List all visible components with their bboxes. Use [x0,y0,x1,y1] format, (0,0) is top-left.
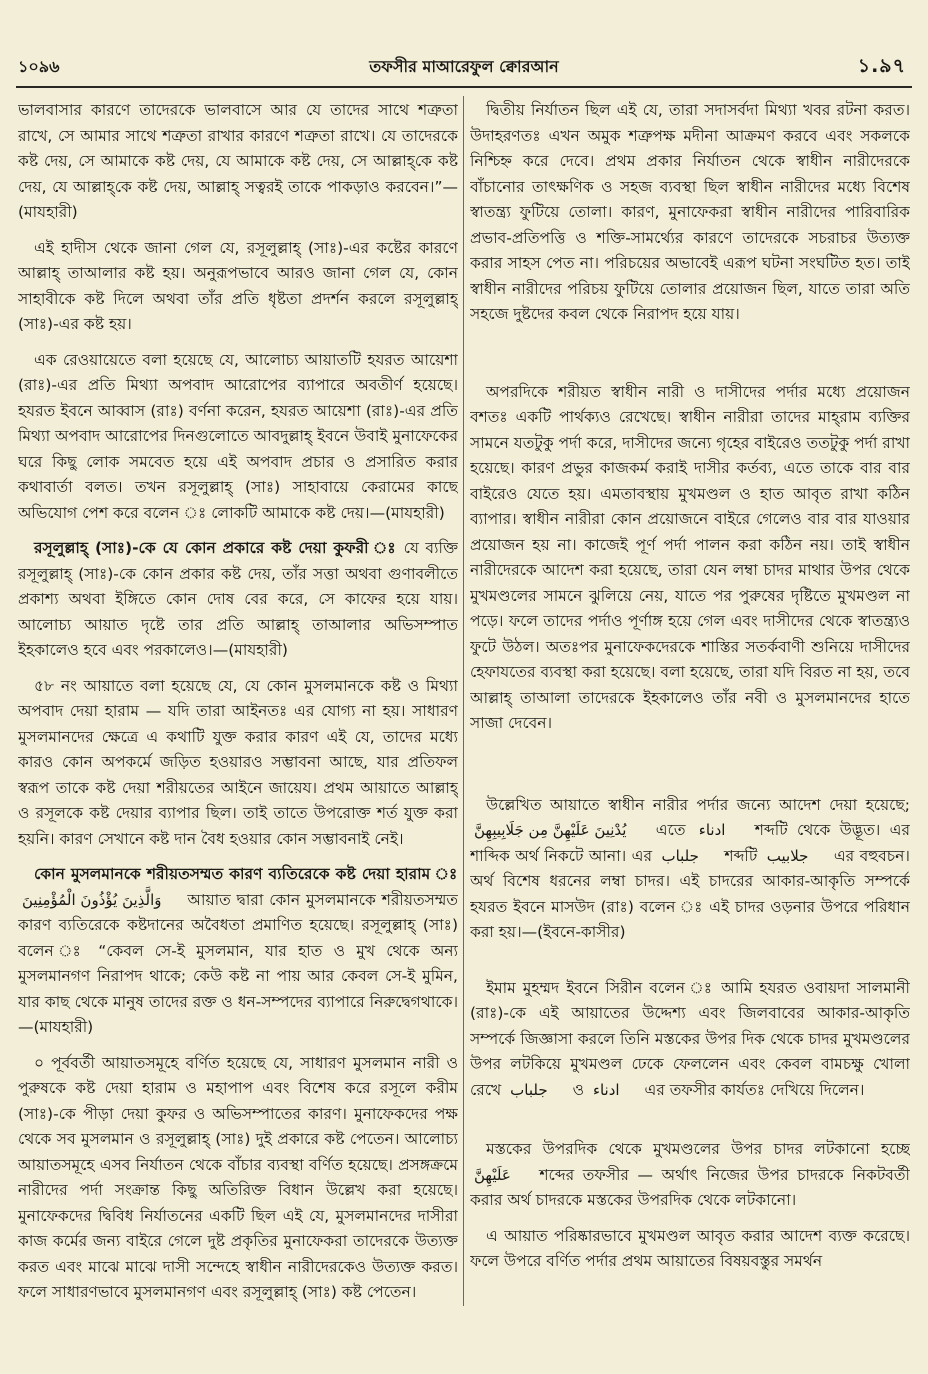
paragraph-text: এর তফসীর কার্যতঃ দেখিয়ে দিলেন। [644,1080,865,1099]
page-number-left: ১০৯৬ [18,57,60,76]
paragraph: অপরদিকে শরীয়ত স্বাধীন নারী ও দাসীদের পর্দার মধ্যে প্রয়োজন বশতঃ একটি পার্থক্যও রেখেছে। স্বাধীন নারীরা তাদের মাহ্‌রাম ব্যক্তির সামনে যতটুকু পর্দা করে, দাসীদের জন্যে গৃহের বাইরেও ততটুকু পর্দা রাখা হয়েছে। কারণ প্রভুর কাজকর্ম করাই দাসীর কর্তব্য, এতে তাকে বার বার বাইরেও যেতে হয়। এমতাবস্থায় মুখমণ্ডল ও হাত আবৃত রাখা কঠিন ব্যাপার। স্বাধীন নারীরা কোন প্রয়োজনে বাইরে গেলেও বার বার যাওয়ার প্রয়োজন হয় না। কাজেই পূর্ণ পর্দা পালন করা কঠিন নয়। তাই স্বাধীন নারীদেরকে আদেশ করা হয়েছে, তারা যেন লম্বা চাদর মাথার উপর থেকে মুখমণ্ডলের সামনে ঝুলিয়ে নেয়, যাতে পর পুরুষের দৃষ্টিতে মুখমণ্ডল না পড়ে। ফলে তাদের পর্দাও পূর্ণাঙ্গ হয়ে গেল এবং দাসীদের থেকে স্বাতন্ত্র্যও ফুটে উঠল। অতঃপর মুনাফেকদেরকে শাস্তির সতর্কবাণী শুনিয়ে দাসীদের হেফাযতের ব্যবস্থা করা হয়েছে। বলা হয়েছে, তারা যদি বিরত না হয়, তবে আল্লাহ্ তাআলা তাদেরকে ইহকালেও তাঁর নবী ও মুসলমানদের হাতে সাজা দেবেন। [470,382,910,732]
column-divider [463,96,464,1306]
arabic-word: ادناء [592,1080,620,1099]
paragraph-text: শব্দটি [724,846,758,865]
paragraph-text: এতে [655,821,686,839]
paragraph: দ্বিতীয় নির্যাতন ছিল এই যে, তারা সদাসর্বদা মিথ্যা খবর রটনা করত। উদাহরণতঃ এখন অমুক শত্রুপক্ষ মদীনা আক্রমণ করবে এবং সকলকে নিশ্চিহ্ন করে দেবে। প্রথম প্রকার নির্যাতন থেকে স্বাধীন নারীদেরকে বাঁচানোর তাৎক্ষণিক ও সহজ ব্যবস্থা ছিল স্বাধীন নারীদের মধ্যে বিশেষ স্বাতন্ত্র্য ফুটিয়ে তোলা। কারণ, মুনাফেকরা স্বাধীন নারীদের পারিবারিক প্রভাব-প্রতিপত্তি ও শক্তি-সামর্থ্যের কারণে তাদেরকে সচরাচর উত্যক্ত করার সাহস পেত না। পরিচয়ের অভাবেই এরূপ ঘটনা সংঘটিত হত। তাই স্বাধীন নারীদের পরিচয় ফুটিয়ে তোলার প্রয়োজন ছিল, যাতে তারা অতি সহজে দুষ্টদের কবল থেকে নিরাপদ হয়ে যায়। [470,101,910,323]
page-number-right: ১.৯৭ [857,55,906,77]
paragraph-text: উল্লেখিত আয়াতে স্বাধীন নারীর পর্দার জন্যে আদেশ দেয়া হয়েছে; [486,795,910,814]
arabic-word: جلباب [661,846,699,865]
paragraph-text: শব্দের তফসীর — অর্থাৎ নিজের উপর চাদরকে নিকটবর্তী করার অর্থ চাদরকে মস্তকের উপরদিক থেকে লটকানো। [470,1165,910,1209]
paragraph-text: মস্তকের উপরদিক থেকে মুখমণ্ডলের উপর চাদর লটকানো হচ্ছে [486,1140,910,1158]
arabic-word: جلباب [510,1080,548,1099]
arabic-word: عَلَيْهِنَّ [474,1165,511,1184]
arabic-verse: وَالَّذِينَ يُؤْذُونَ الْمُؤْمِنِينَ [22,890,162,909]
section-heading: কোন মুসলমানকে শরীয়তসম্মত কারণ ব্যতিরেকে কষ্ট দেয়া হারাম ঃ [34,865,458,883]
arabic-verse: يُدْنِينَ عَلَيْهِنَّ مِن جَلَابِيبِهِنَّ [474,821,627,839]
paragraph: ৫৮ নং আয়াতে বলা হয়েছে যে, যে কোন মুসলমানকে কষ্ট ও মিথ্যা অপবাদ দেয়া হারাম — যদি তারা আইনতঃ এর যোগ্য না হয়। সাধারণ মুসলমানদের ক্ষেত্রে এ কথাটি যুক্ত করার কারণ এই যে, তাদের মধ্যে কারও কোন অপকর্মে জড়িত হওয়ারও সম্ভাবনা আছে, যার প্রতিফল স্বরূপ তাকে কষ্ট দেয়া শরীয়তের আইনে জায়েয। প্রথম আয়াতে আল্লাহ্ ও রসূলকে কষ্ট দেয়ার ব্যাপার ছিল। তাই তাতে উপরোক্ত শর্ত যুক্ত করা হয়নি। কারণ সেখানে কষ্ট দান বৈধ হওয়ার কোন সম্ভাবনাই নেই। [18,676,458,848]
arabic-word: جلابيب [766,846,809,865]
right-column [470,98,910,1308]
paragraph-text: এর বহুবচন। অর্থ বিশেষ ধরনের লম্বা চাদর। এই চাদরের আকার-আকৃতি সম্পর্কে হযরত ইবনে মাসউদ (রাঃ) বলেন ঃ এই চাদর ওড়নার উপরে পরিধান করা হয়।—(ইবনে-কাসীর) [470,846,910,941]
paragraph-text: শব্দটি থেকে উদ্ভূত। এর শাব্দিক অর্থ নিকটে আনা। এর [470,821,910,865]
paragraph: ভালবাসার কারণে তাদেরকে ভালবাসে আর যে তাদের সাথে শত্রুতা রাখে, সে আমার সাথে শত্রুতা রাখার কারণে শত্রুতা রাখে। যে তাদেরকে কষ্ট দেয়, সে আমাকে কষ্ট দেয়, যে আমাকে কষ্ট দেয়, সে আল্লাহ্‌কে কষ্ট দেয়, যে আল্লাহ্‌কে কষ্ট দেয়, আল্লাহ্ সত্বরই তাকে পাকড়াও করবেন।”—(মাযহারী) [18,101,458,221]
left-column [18,98,458,1308]
paragraph [18,536,458,664]
paragraph: এক রেওয়ায়েতে বলা হয়েছে যে, আলোচ্য আয়াতটি হযরত আয়েশা (রাঃ)-এর প্রতি মিথ্যা অপবাদ আরোপের ব্যাপারে অবতীর্ণ হয়েছে। হযরত ইবনে আব্বাস (রাঃ) বর্ণনা করেন, হযরত আয়েশা (রাঃ)-এর প্রতি মিথ্যা অপবাদ আরোপের দিনগুলোতে আবদুল্লাহ্ ইবনে উবাই মুনাফেকের ঘরে কিছু লোক সমবেত হয়ে এই অপবাদ প্রচার ও প্রসারিত করার কথাবার্তা বলত। তখন রসূলুল্লাহ্ (সাঃ) সাহাবায়ে কেরামের কাছে অভিযোগ পেশ করে বলেন ঃ লোকটি আমাকে কষ্ট দেয়।—(মাযহারী) [18,350,458,522]
paragraph: ০ পূর্ববর্তী আয়াতসমূহে বর্ণিত হয়েছে যে, সাধারণ মুসলমান নারী ও পুরুষকে কষ্ট দেয়া হারাম ও মহাপাপ এবং বিশেষ করে রসূলে করীম (সাঃ)-কে পীড়া দেয়া কুফর ও অভিসম্পাতের কারণ। মুনাফেকদের পক্ষ থেকে সব মুসলমান ও রসূলুল্লাহ্ (সাঃ) দুই প্রকারে কষ্ট পেতেন। আলোচ্য আয়াতসমূহে এসব নির্যাতন থেকে বাঁচার ব্যবস্থা বর্ণিত হয়েছে। প্রসঙ্গক্রমে নারীদের পর্দা সংক্রান্ত কিছু অতিরিক্ত বিধান উল্লেখ করা হয়েছে। মুনাফেকদের দ্বিবিধ নির্যাতনের একটি ছিল এই যে, মুসলমানদের দাসীরা কাজ কর্মের জন্য বাইরে গেলে দুষ্ট প্রকৃতির মুনাফেকরা তাদেরকে উত্যক্ত করত এবং মাঝে মাঝে দাসী সন্দেহে স্বাধীন নারীদেরকেও উত্যক্ত করত। ফলে সাধারণভাবে মুসলমানগণ এবং রসূলুল্লাহ্ (সাঃ) কষ্ট পেতেন। [18,1053,458,1301]
paragraph [18,862,458,1041]
header-rule [16,86,912,88]
paragraph-text: ও [572,1080,584,1099]
paragraph-text: ইমাম মুহম্মদ ইবনে সিরীন বলেন ঃ আমি হযরত ওবায়দা সালমানী (রাঃ)-কে এই আয়াতের উদ্দেশ্য এবং জিলবাবের আকার-আকৃতি সম্পর্কে জিজ্ঞাসা করলে তিনি মস্তকের উপর দিক থেকে চাদর মুখমণ্ডলের উপর লটকিয়ে মুখমণ্ডল ঢেকে ফেললেন এবং কেবল বামচক্ষু খোলা রেখে [470,978,910,1099]
paragraph [470,793,910,946]
arabic-word: ادناء [698,821,726,839]
paragraph [470,976,910,1104]
paragraph [470,1137,910,1214]
paragraph-text: আয়াত দ্বারা কোন মুসলমানকে শরীয়তসম্মত কারণ ব্যতিরেকে কষ্টদানের অবৈধতা প্রমাণিত হয়েছে। রসূলুল্লাহ্ (সাঃ) বলেন ঃ “কেবল সে-ই মুসলমান, যার হাত ও মুখ থেকে অন্য মুসলমানগণ নিরাপদ থাকে; কেউ কষ্ট না পায় আর কেবল সে-ই মুমিন, যার কাছ থেকে মানুষ তাদের রক্ত ও ধন-সম্পদের ব্যাপারে নিরুদ্বেগথাকে।—(মাযহারী) [18,890,458,1036]
paragraph: এই হাদীস থেকে জানা গেল যে, রসূলুল্লাহ্ (সাঃ)-এর কষ্টের কারণে আল্লাহ্ তাআলার কষ্ট হয়। অনুরূপভাবে আরও জানা গেল যে, কোন সাহাবীকে কষ্ট দিলে অথবা তাঁর প্রতি ধৃষ্টতা প্রদর্শন করলে রসূলুল্লাহ্ (সাঃ)-এর কষ্ট হয়। [18,238,458,333]
running-header [18,52,910,82]
book-title: তফসীর মাআরেফুল ক্বোরআন [369,57,559,76]
paragraph-text: যে ব্যক্তি রসূলুল্লাহ্ (সাঃ)-কে কোন প্রকার কষ্ট দেয়, তাঁর সত্তা অথবা গুণাবলীতে প্রকাশ্য অথবা ইঙ্গিতে কোন দোষ বের করে, সে কাফের হয়ে যায়। আলোচ্য আয়াত দৃষ্টে তার প্রতি আল্লাহ্ তাআলার অভিসম্পাত ইহকালেও হবে এবং পরকালেও।—(মাযহারী) [18,539,458,659]
paragraph: এ আয়াত পরিষ্কারভাবে মুখমণ্ডল আবৃত করার আদেশ ব্যক্ত করেছে। ফলে উপরে বর্ণিত পর্দার প্রথম আয়াতের বিষয়বস্তুর সমর্থন [470,1226,910,1270]
section-heading: রসূলুল্লাহ্ (সাঃ)-কে যে কোন প্রকারে কষ্ট দেয়া কুফরী ঃ [34,539,398,557]
